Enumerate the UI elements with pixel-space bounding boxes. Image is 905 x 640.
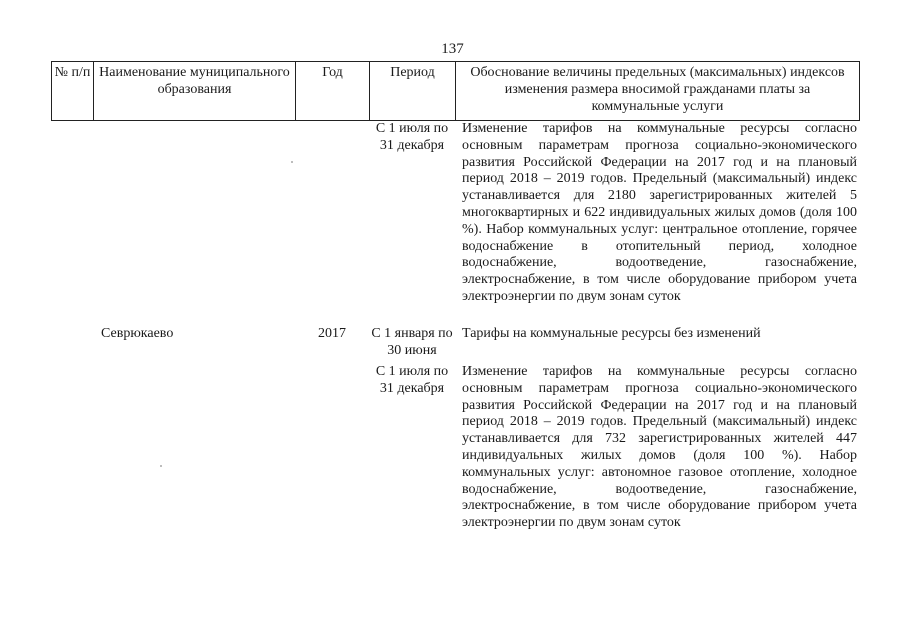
scan-speck — [291, 161, 293, 163]
row-3-period: С 1 июля по 31 декабря — [375, 364, 449, 396]
header-reason: Обоснование величины предельных (максимальных) индексов изменения размера вносимой гражданами платы за коммунальные услуги — [456, 62, 860, 120]
tariff-table — [51, 61, 860, 531]
row-2-year: 2017 — [318, 326, 346, 341]
page-number: 137 — [441, 41, 464, 57]
row-2-period: С 1 января по 30 июня — [371, 326, 453, 358]
row-1-reason: Изменение тарифов на коммунальные ресурсы согласно основным параметрам прогноза социально-экономического развития Российской Федерации на 2017 год и на плановый период 2018 – 2019 годов. Предельный (максимальный) индекс устанавливается для 2180 зарегистрированных жителей 5 многоквартирных и 622 индивидуальных жилых домов (доля 100 %). Набор коммунальных услуг: центральное отопление, горячее водоснабжение в отопительный период, холодное водоснабжение, водоотведение, газоснабжение, электроснабжение, в том числе оборудование прибором учета электроэнергии по двум зонам суток — [462, 121, 857, 304]
row-2-reason: Тарифы на коммунальные ресурсы без изменений — [462, 326, 761, 341]
row-3-reason: Изменение тарифов на коммунальные ресурсы согласно основным параметрам прогноза социально-экономического развития Российской Федерации на 2017 год и на плановый период 2018 – 2019 годов. Предельный (максимальный) индекс устанавливается для 732 зарегистрированных жителей 447 индивидуальных жилых домов (доля 100 %). Набор коммунальных услуг: автономное газовое отопление, холодное водоснабжение, водоотведение, газоснабжение, электроснабжение, в том числе оборудование прибором учета электроэнергии по двум зонам суток — [462, 364, 857, 531]
header-municipality: Наименование муниципального образования — [94, 62, 296, 120]
table-header-row — [51, 61, 860, 121]
row-1-period: С 1 июля по 31 декабря — [375, 121, 449, 153]
row-2-municipality: Севрюкаево — [101, 326, 174, 341]
header-period: Период — [370, 62, 456, 120]
header-year: Год — [296, 62, 370, 120]
header-number: № п/п — [52, 62, 94, 120]
scan-speck — [160, 465, 162, 467]
